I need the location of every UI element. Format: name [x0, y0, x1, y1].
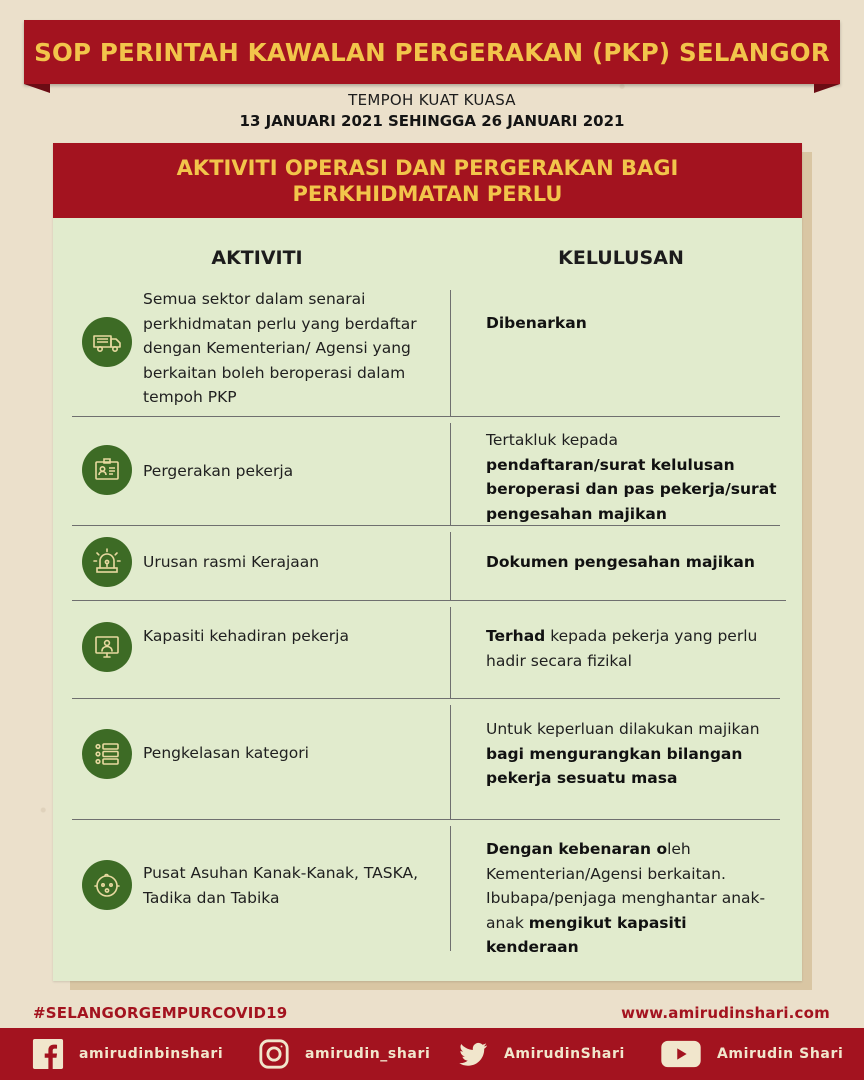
alarm-light-icon	[82, 537, 132, 587]
social-bar	[0, 1028, 864, 1080]
id-card-icon	[82, 445, 132, 495]
emphasis-text: Dibenarkan	[486, 314, 587, 332]
row-divider	[72, 698, 780, 699]
row-divider	[72, 600, 786, 601]
validity-dates: 13 JANUARI 2021 SEHINGGA 26 JANUARI 2021	[239, 112, 625, 130]
aktiviti-text: Pusat Asuhan Kanak-Kanak, TASKA, Tadika dan Tabika	[143, 864, 419, 907]
baby-face-icon	[82, 860, 132, 910]
kelulusan-text	[486, 428, 781, 526]
twitter-icon	[456, 1037, 490, 1071]
column-header-aktiviti: AKTIVITI	[211, 247, 303, 269]
aktiviti-text: Pengkelasan kategori	[143, 744, 309, 762]
column-divider	[450, 607, 451, 698]
kelulusan-text	[486, 311, 781, 336]
validity-label: TEMPOH KUAT KUASA	[348, 91, 516, 109]
body-text: leh Kementerian/Agensi berkaitan. Ibubapa/penjaga menghantar anak-anak	[486, 840, 766, 932]
kelulusan-text	[486, 550, 781, 575]
social-instagram[interactable]	[257, 1028, 430, 1080]
body-text: kepada pekerja yang perlu hadir secara fizikal	[486, 627, 758, 670]
truck-icon	[82, 317, 132, 367]
aktiviti-text: Semua sektor dalam senarai perkhidmatan perlu yang berdaftar dengan Kementerian/ Agensi yang berkaitan boleh beroperasi dalam tempoh PKP	[143, 290, 417, 406]
kelulusan-text	[486, 837, 781, 960]
facebook-handle: amirudinbinshari	[79, 1046, 224, 1062]
twitter-handle: AmirudinShari	[504, 1046, 625, 1062]
emphasis-text: Dokumen pengesahan majikan	[486, 553, 755, 571]
aktiviti-text: Kapasiti kehadiran pekerja	[143, 627, 349, 645]
column-divider	[450, 290, 451, 416]
instagram-icon	[257, 1037, 291, 1071]
emphasis-text: Dengan kebenaran o	[486, 840, 668, 858]
page-title: SOP PERINTAH KAWALAN PERGERAKAN (PKP) SELANGOR	[34, 37, 830, 67]
kelulusan-text	[486, 624, 781, 673]
column-header-kelulusan: KELULUSAN	[558, 247, 684, 269]
campaign-hashtag: #SELANGORGEMPURCOVID19	[33, 1004, 288, 1022]
kelulusan-text	[486, 717, 781, 791]
facebook-icon	[31, 1037, 65, 1071]
row-divider	[72, 416, 780, 417]
emphasis-text: pendaftaran/surat kelulusan beroperasi dan pas pekerja/surat pengesahan majikan	[486, 455, 777, 523]
body-text: Untuk keperluan dilakukan majikan	[486, 720, 760, 738]
emphasis-text: Terhad	[486, 627, 546, 645]
aktiviti-text: Pergerakan pekerja	[143, 462, 294, 480]
worker-monitor-icon	[82, 622, 132, 672]
column-divider	[450, 423, 451, 525]
emphasis-text: mengikut kapasiti kenderaan	[486, 913, 687, 956]
title-banner	[24, 20, 840, 84]
aktiviti-text: Urusan rasmi Kerajaan	[143, 553, 320, 571]
social-youtube[interactable]	[659, 1028, 843, 1080]
activity-card	[53, 143, 802, 981]
body-text: Tertakluk kepada	[486, 431, 618, 449]
social-facebook[interactable]	[31, 1028, 223, 1080]
youtube-icon	[659, 1037, 703, 1071]
social-twitter[interactable]	[456, 1028, 625, 1080]
emphasis-text: bagi mengurangkan bilangan pekerja sesuatu masa	[486, 744, 743, 787]
card-title-line2: PERKHIDMATAN PERLU	[292, 181, 563, 206]
column-divider	[450, 705, 451, 819]
card-header	[53, 143, 802, 218]
column-divider	[450, 826, 451, 951]
website-link[interactable]: www.amirudinshari.com	[621, 1004, 830, 1022]
validity-period	[0, 91, 864, 130]
column-divider	[450, 532, 451, 600]
row-divider	[72, 819, 780, 820]
list-icon	[82, 729, 132, 779]
youtube-handle: Amirudin Shari	[717, 1046, 844, 1062]
instagram-handle: amirudin_shari	[305, 1046, 431, 1062]
card-title-line1: AKTIVITI OPERASI DAN PERGERAKAN BAGI	[176, 155, 679, 180]
